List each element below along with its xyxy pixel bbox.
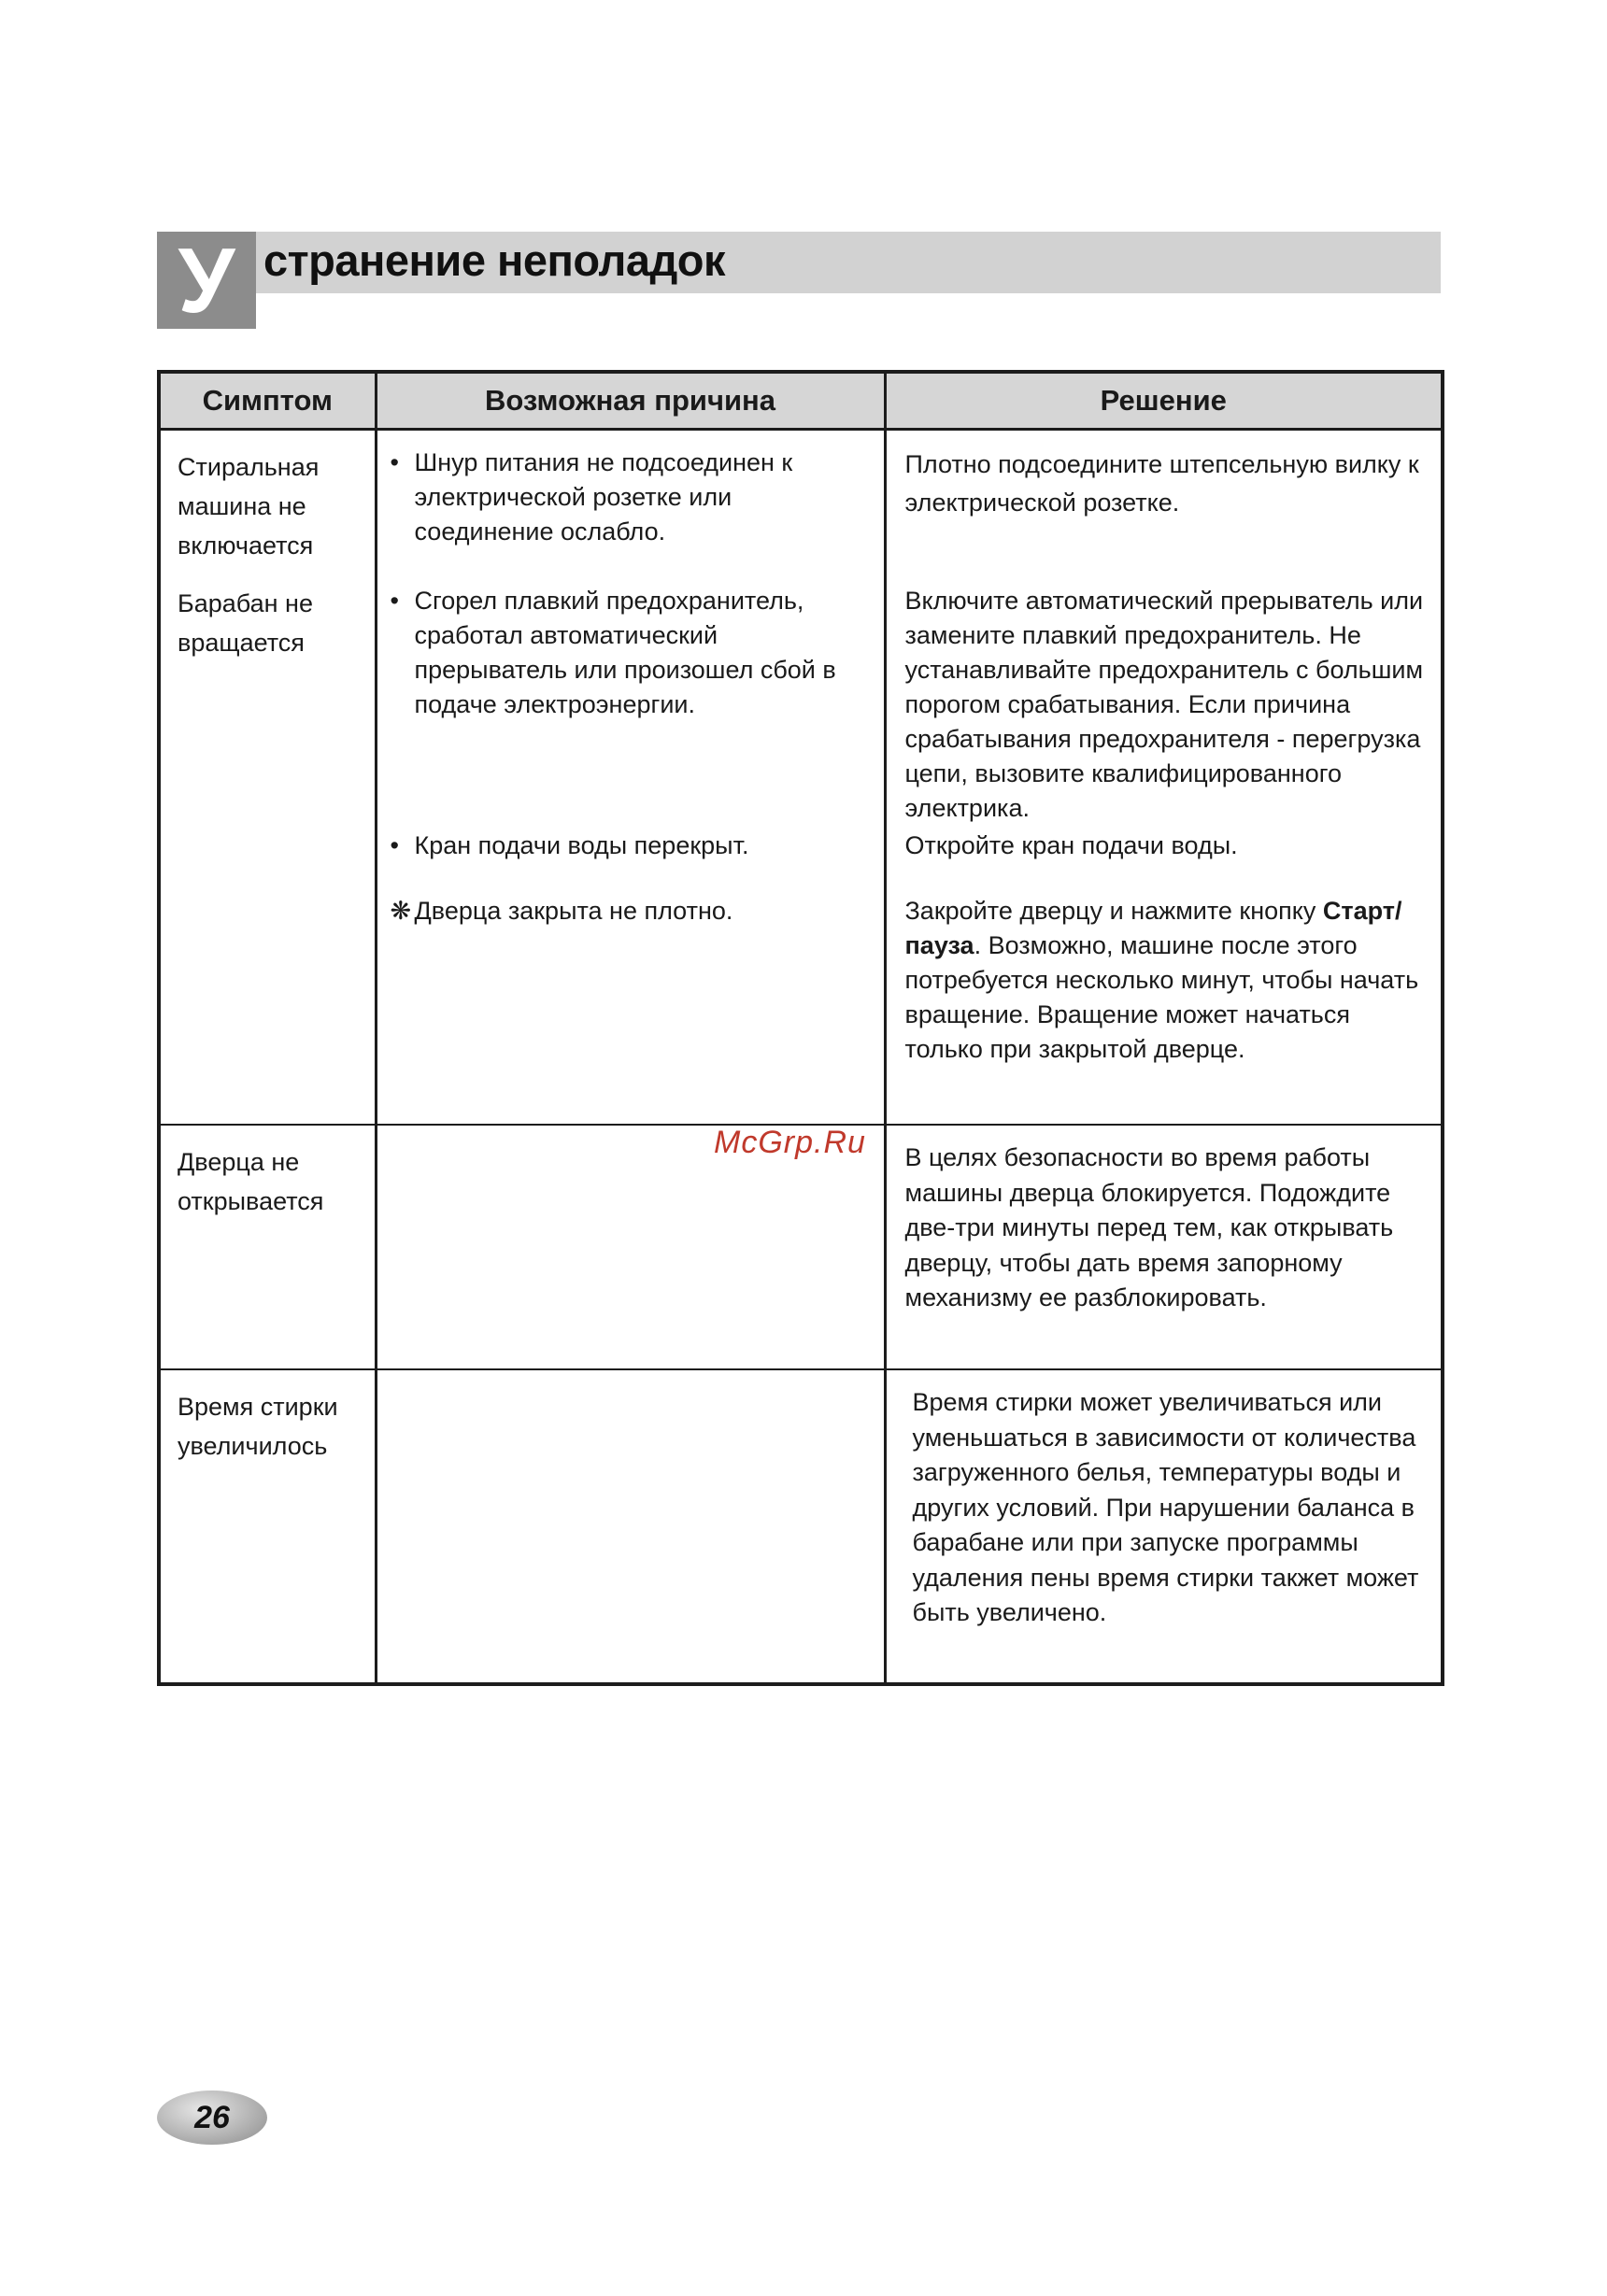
symptom-cell: Стиральная машина не включается [159, 430, 376, 577]
bullet-icon: • [390, 831, 399, 859]
cause-cell [376, 1369, 885, 1684]
column-header-symptom: Симптом [159, 372, 376, 430]
table-row [159, 430, 1443, 577]
solution-cell: В целях безопасности во время работы машины дверца блокируется. Подождите две-три минуты перед тем, как открывать дверцу, чтобы дать время запорному механизму ее разблокировать. [885, 1125, 1443, 1369]
table-row [159, 1369, 1443, 1684]
symptom-cell [159, 829, 376, 886]
solution-cell: Откройте кран подачи воды. [885, 829, 1443, 886]
column-header-solution: Решение [885, 372, 1443, 430]
cause-cell [376, 1125, 885, 1369]
solution-cell [885, 886, 1443, 1125]
bullet-icon: • [390, 448, 399, 476]
cause-cell [376, 886, 885, 1125]
cause-text: Дверца закрыта не плотно. [414, 897, 733, 925]
cause-text: Кран подачи воды перекрыт. [414, 831, 749, 859]
solution-text: Закройте дверцу и нажмите кнопку [904, 897, 1323, 925]
cause-cell [376, 430, 885, 577]
page-number: 26 [194, 2100, 230, 2135]
cause-cell [376, 576, 885, 829]
symptom-cell: Барабан не вращается [159, 576, 376, 829]
table-header-row [159, 372, 1443, 430]
solution-cell: Время стирки может увеличиваться или уменьшаться в зависимости от количества загруженного белья, температуры воды и других условий. При нарушении баланса в барабане или при запуске программы удаления пены время стирки такжет может быть увеличено. [885, 1369, 1443, 1684]
table-row [159, 886, 1443, 1125]
solution-text: . Возможно, машине после этого потребуется несколько минут, чтобы начать вращение. Вращение может начаться только при закрытой дверце. [904, 931, 1419, 1063]
start-pause-label: Старт/пауза [904, 897, 1402, 959]
cause-text: Сгорел плавкий предохранитель, сработал автоматический прерыватель или произошел сбой в подаче электроэнергии. [414, 587, 836, 718]
bullet-icon: • [390, 587, 399, 615]
symptom-cell: Время стирки увеличилось [159, 1369, 376, 1684]
solution-cell: Плотно подсоедините штепсельную вилку к электрической розетке. [885, 430, 1443, 577]
cause-text: Шнур питания не подсоединен к электрической розетке или соединение ослабло. [414, 448, 793, 546]
title-initial-letter: У [157, 232, 256, 329]
table-row [159, 829, 1443, 886]
cause-cell [376, 829, 885, 886]
troubleshooting-table [157, 370, 1444, 1686]
symptom-cell: Дверца не открывается [159, 1125, 376, 1369]
watermark: McGrp.Ru [714, 1125, 866, 1160]
solution-cell: Включите автоматический прерыватель или замените плавкий предохранитель. Не устанавливайте предохранитель с большим порогом срабатывания. Если причина срабатывания предохранителя - перегрузка цепи, вызовите квалифицированного электрика. [885, 576, 1443, 829]
table-row [159, 1125, 1443, 1369]
column-header-cause: Возможная причина [376, 372, 885, 430]
symptom-cell [159, 886, 376, 1125]
table-row [159, 576, 1443, 829]
asterisk-icon: ❋ [390, 897, 412, 925]
page-title: странение неполадок [263, 235, 726, 285]
